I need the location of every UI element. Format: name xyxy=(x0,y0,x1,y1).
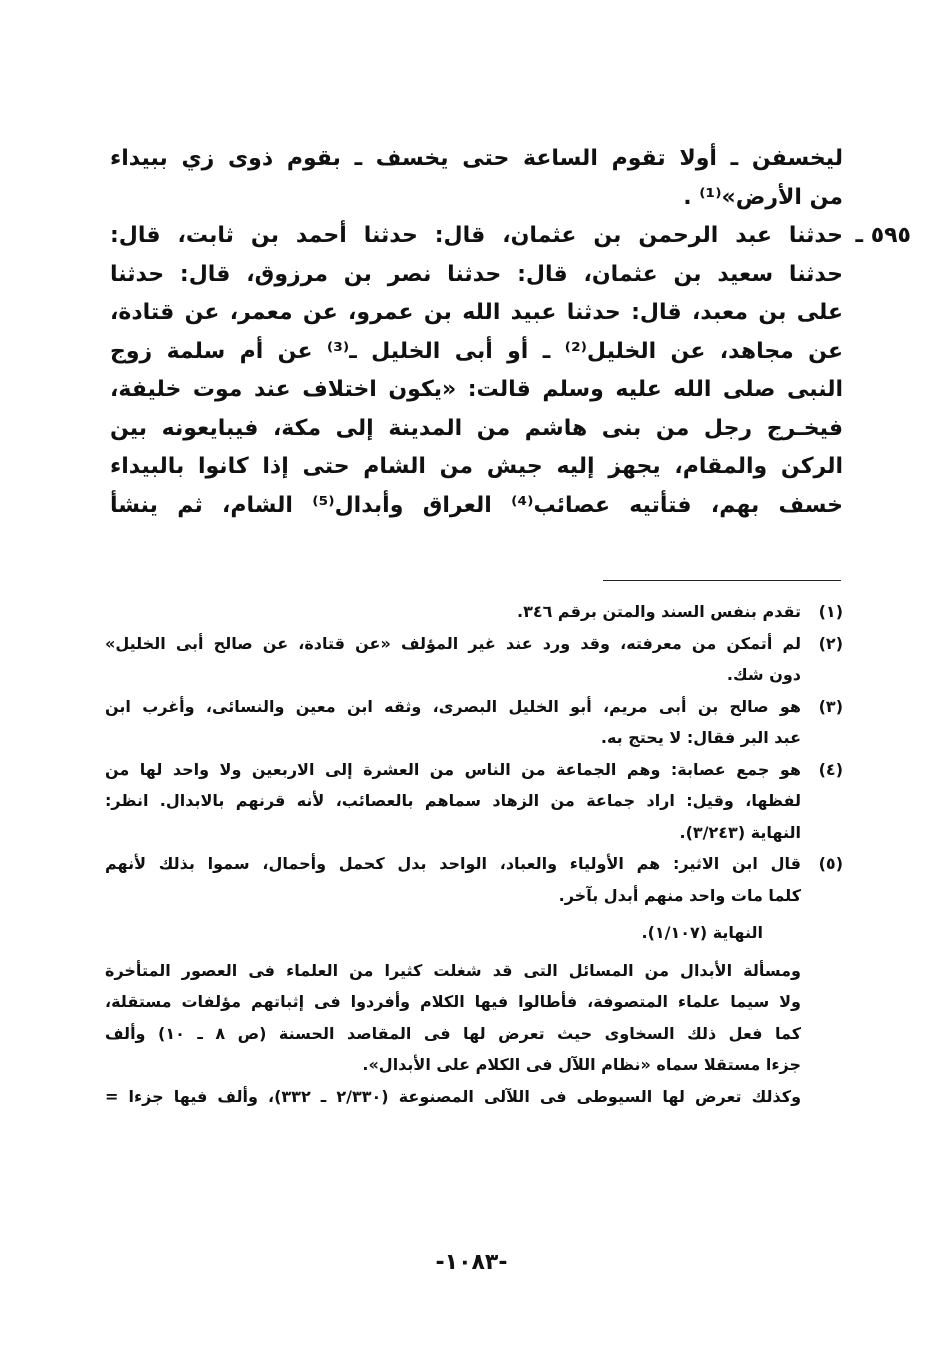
footnote-line: كلما مات واحد منهم أبدل بآخر. xyxy=(558,885,801,905)
footnote-reference: النهاية (١/١٠٧). xyxy=(641,923,763,942)
footnote-3 xyxy=(105,691,843,754)
footnote-2 xyxy=(105,628,843,691)
footnote-line: هو جمع عصابة: وهم الجماعة من الناس من العشرة إلى الاربعين ولا واحد لها من xyxy=(105,759,801,779)
footnote-5 xyxy=(105,848,843,911)
footnote-line: دون شك. xyxy=(726,665,801,684)
main-text xyxy=(110,140,911,525)
footnote-number: (٢) xyxy=(818,633,843,653)
hadith-line: حدثنا سعيد بن عثمان، قال: حدثنا نصر بن مرزوق، قال: حدثنا xyxy=(110,261,843,287)
main-text-line: من الأرض»⁽¹⁾ . xyxy=(683,184,843,210)
footnote-line: وكذلك تعرض لها السيوطى فى اللآلى المصنوعة (٢/٣٣٠ ـ ٣٣٢)، وألف فيها جزءا = xyxy=(105,1086,802,1106)
footnote-line: كما فعل ذلك السخاوى حيث تعرض لها فى المقاصد الحسنة (ص ٨ ـ ١٠) وألف xyxy=(105,1023,802,1043)
footnote-1 xyxy=(105,596,843,628)
footnote-number: (٤) xyxy=(818,759,843,779)
hadith-line: عن مجاهد، عن الخليل⁽²⁾ ـ أو أبى الخليل ـ⁽³⁾ عن أم سلمة زوج xyxy=(110,338,844,364)
page-number: -١٠٨٣- xyxy=(435,1250,508,1275)
footnote-line: ومسألة الأبدال من المسائل التى قد شغلت كثيرا من العلماء فى العصور المتأخرة xyxy=(105,960,801,980)
footnote-line: ولا سيما علماء المتصوفة، فأطالوا فيها الكلام وأفردوا فى إثباتهم مؤلفات مستقلة، xyxy=(105,992,801,1011)
footnote-line: النهاية (٣/٢٤٣). xyxy=(679,822,801,842)
footnote-number: (٥) xyxy=(818,854,843,873)
footnote-line: لفظها، وقيل: اراد جماعة من الزهاد سماهم بالعصائب، لأنه قرنهم بالابدال. انظر: xyxy=(105,791,801,810)
footnote-line: تقدم بنفس السند والمتن برقم ٣٤٦. xyxy=(516,602,801,621)
hadith-line: فيخـرج رجل من بنى هاشم من المدينة إلى مكة، فيبايعونه بين xyxy=(110,415,843,441)
hadith-line: خسف بهم، فتأتيه عصائب⁽⁴⁾ العراق وأبدال⁽⁵⁾ الشام، ثم ينشأ xyxy=(110,492,843,518)
footnote-number: (١) xyxy=(818,602,843,621)
footnote-line: قال ابن الاثير: هم الأولياء والعباد، الواحد بدل كحمل وأحمال، سموا بذلك لأنهم xyxy=(105,854,801,873)
hadith-number: ٥٩٥ ـ xyxy=(855,223,911,248)
footnote-line: لم أتمكن من معرفته، وقد ورد عند غير المؤلف «عن قتادة، عن صالح أبى الخليل» xyxy=(105,633,801,653)
hadith-595 xyxy=(110,217,911,525)
footnote-line: عبد البر فقال: لا يحتج به. xyxy=(600,728,801,747)
hadith-line: النبى صلى الله عليه وسلم قالت: «يكون اختلاف عند موت خليفة، xyxy=(110,377,843,402)
footnote-line: هو صالح بن أبى مريم، أبو الخليل البصرى، وثقه ابن معين والنسائى، وأغرب ابن xyxy=(105,696,801,716)
main-text-line: ليخسفن ـ أولا تقوم الساعة حتى يخسف ـ بقوم ذوى زي ببيداء xyxy=(110,146,843,171)
footnote-line: جزءا مستقلا سماه «نظام اللآل فى الكلام على الأبدال». xyxy=(362,1055,801,1074)
hadith-line: الركن والمقام، يجهز إليه جيش من الشام حتى إذا كانوا بالبيداء xyxy=(110,454,843,479)
footnote-separator xyxy=(603,580,841,581)
hadith-line: حدثنا عبد الرحمن بن عثمان، قال: حدثنا أحمد بن ثابت، قال: xyxy=(110,223,843,248)
footnotes xyxy=(105,596,843,1112)
footnote-5-continuation xyxy=(105,917,843,1112)
footnote-number: (٣) xyxy=(818,696,843,716)
hadith-line: على بن معبد، قال: حدثنا عبيد الله بن عمرو، عن معمر، عن قتادة، xyxy=(110,300,843,325)
footnote-4 xyxy=(105,754,843,849)
